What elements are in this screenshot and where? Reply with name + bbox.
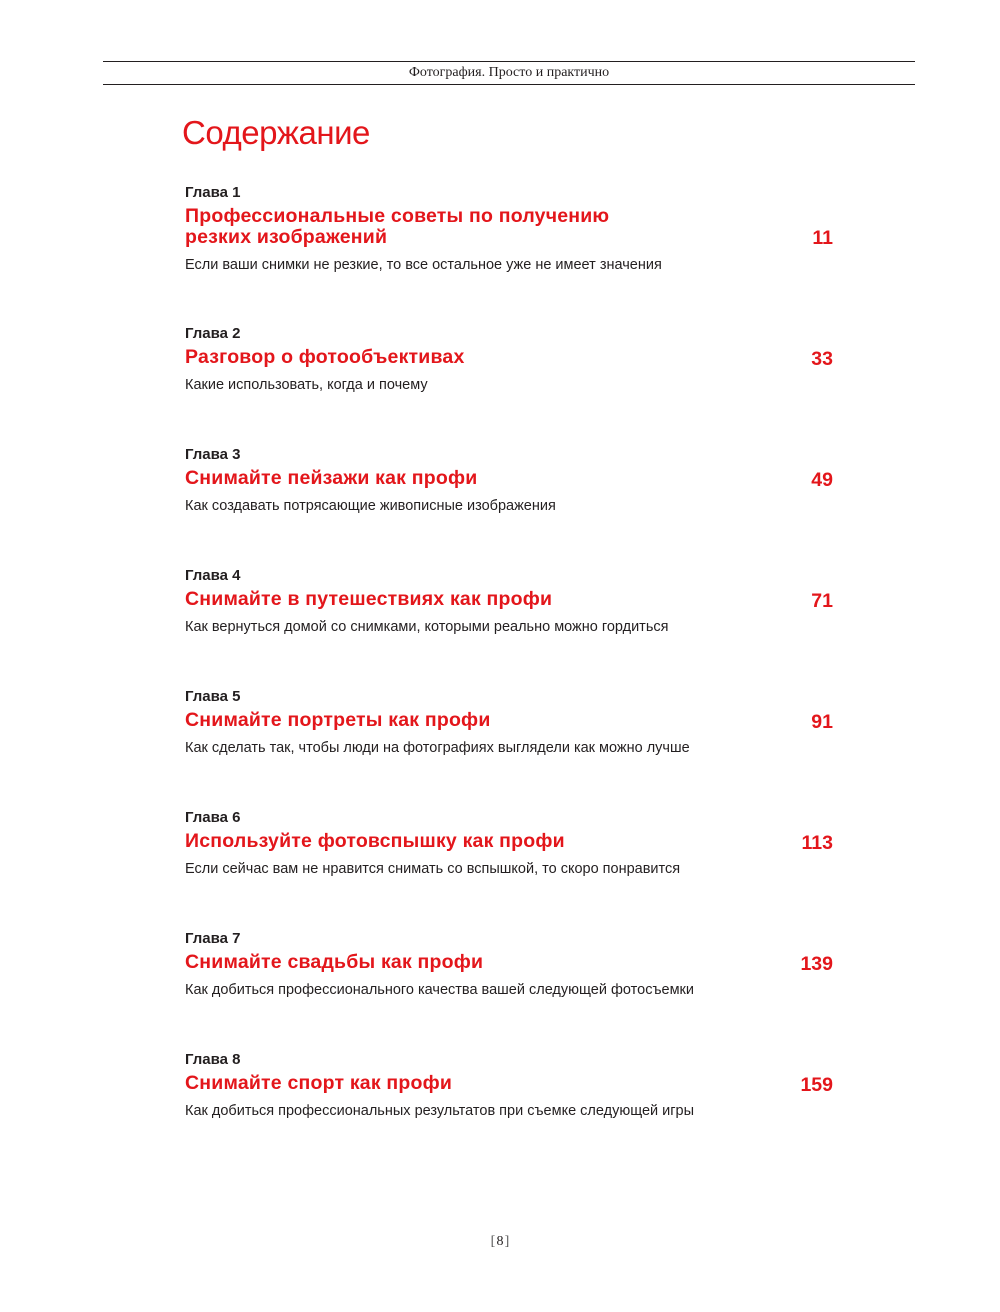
header-rule-bottom (103, 84, 915, 85)
chapter-page-number[interactable]: 33 (811, 348, 833, 370)
chapter-description: Как сделать так, чтобы люди на фотографиях выглядели как можно лучше (185, 740, 690, 756)
folio-bracket-left: [ (490, 1234, 497, 1249)
chapter-title[interactable]: Снимайте в путешествиях как профи (185, 588, 553, 610)
chapter-description: Если сейчас вам не нравится снимать со вспышкой, то скоро понравится (185, 861, 681, 877)
chapter-title[interactable]: Используйте фотовспышку как профи (185, 830, 565, 852)
running-head: Фотография. Просто и практично (408, 65, 610, 80)
chapter-page-number[interactable]: 11 (812, 227, 833, 249)
chapter-page-number[interactable]: 71 (811, 590, 833, 612)
chapter-description: Как добиться профессиональных результатов при съемке следующей игры (185, 1103, 695, 1119)
chapter-label: Глава 1 (185, 184, 241, 201)
chapter-description: Если ваши снимки не резкие, то все остальное уже не имеет значения (185, 257, 662, 273)
page-number (0, 1233, 1000, 1251)
chapter-page-number[interactable]: 49 (811, 469, 833, 491)
page-title: Содержание (182, 114, 370, 151)
chapter-page-number[interactable]: 139 (800, 953, 833, 975)
chapter-label: Глава 7 (185, 930, 241, 947)
chapter-page-number[interactable]: 159 (800, 1074, 833, 1096)
chapter-page-number[interactable]: 91 (811, 711, 833, 733)
chapter-title[interactable]: Снимайте свадьбы как профи (185, 951, 484, 973)
chapter-title[interactable]: Снимайте портреты как профи (185, 709, 491, 731)
chapter-description: Как вернуться домой со снимками, которыми реально можно гордиться (185, 619, 669, 635)
chapter-title[interactable]: Разговор о фотообъективах (185, 346, 465, 368)
chapter-description: Как создавать потрясающие живописные изображения (185, 498, 556, 514)
chapter-page-number[interactable]: 113 (801, 832, 833, 854)
chapter-label: Глава 8 (185, 1051, 241, 1068)
header-rule-top (103, 61, 915, 62)
folio-bracket-right: ] (503, 1234, 510, 1249)
page-number-value: 8 (496, 1234, 504, 1249)
chapter-label: Глава 2 (185, 325, 241, 342)
chapter-description: Какие использовать, когда и почему (185, 377, 428, 393)
chapter-title[interactable]: Снимайте пейзажи как профи (185, 467, 478, 489)
chapter-label: Глава 3 (185, 446, 241, 463)
chapter-description: Как добиться профессионального качества вашей следующей фотосъемки (185, 982, 694, 998)
chapter-label: Глава 6 (185, 809, 241, 826)
chapter-label: Глава 4 (185, 567, 241, 584)
chapter-label: Глава 5 (185, 688, 241, 705)
chapter-title[interactable]: Профессиональные советы по получению резких изображений (185, 205, 610, 248)
chapter-title[interactable]: Снимайте спорт как профи (185, 1072, 453, 1094)
